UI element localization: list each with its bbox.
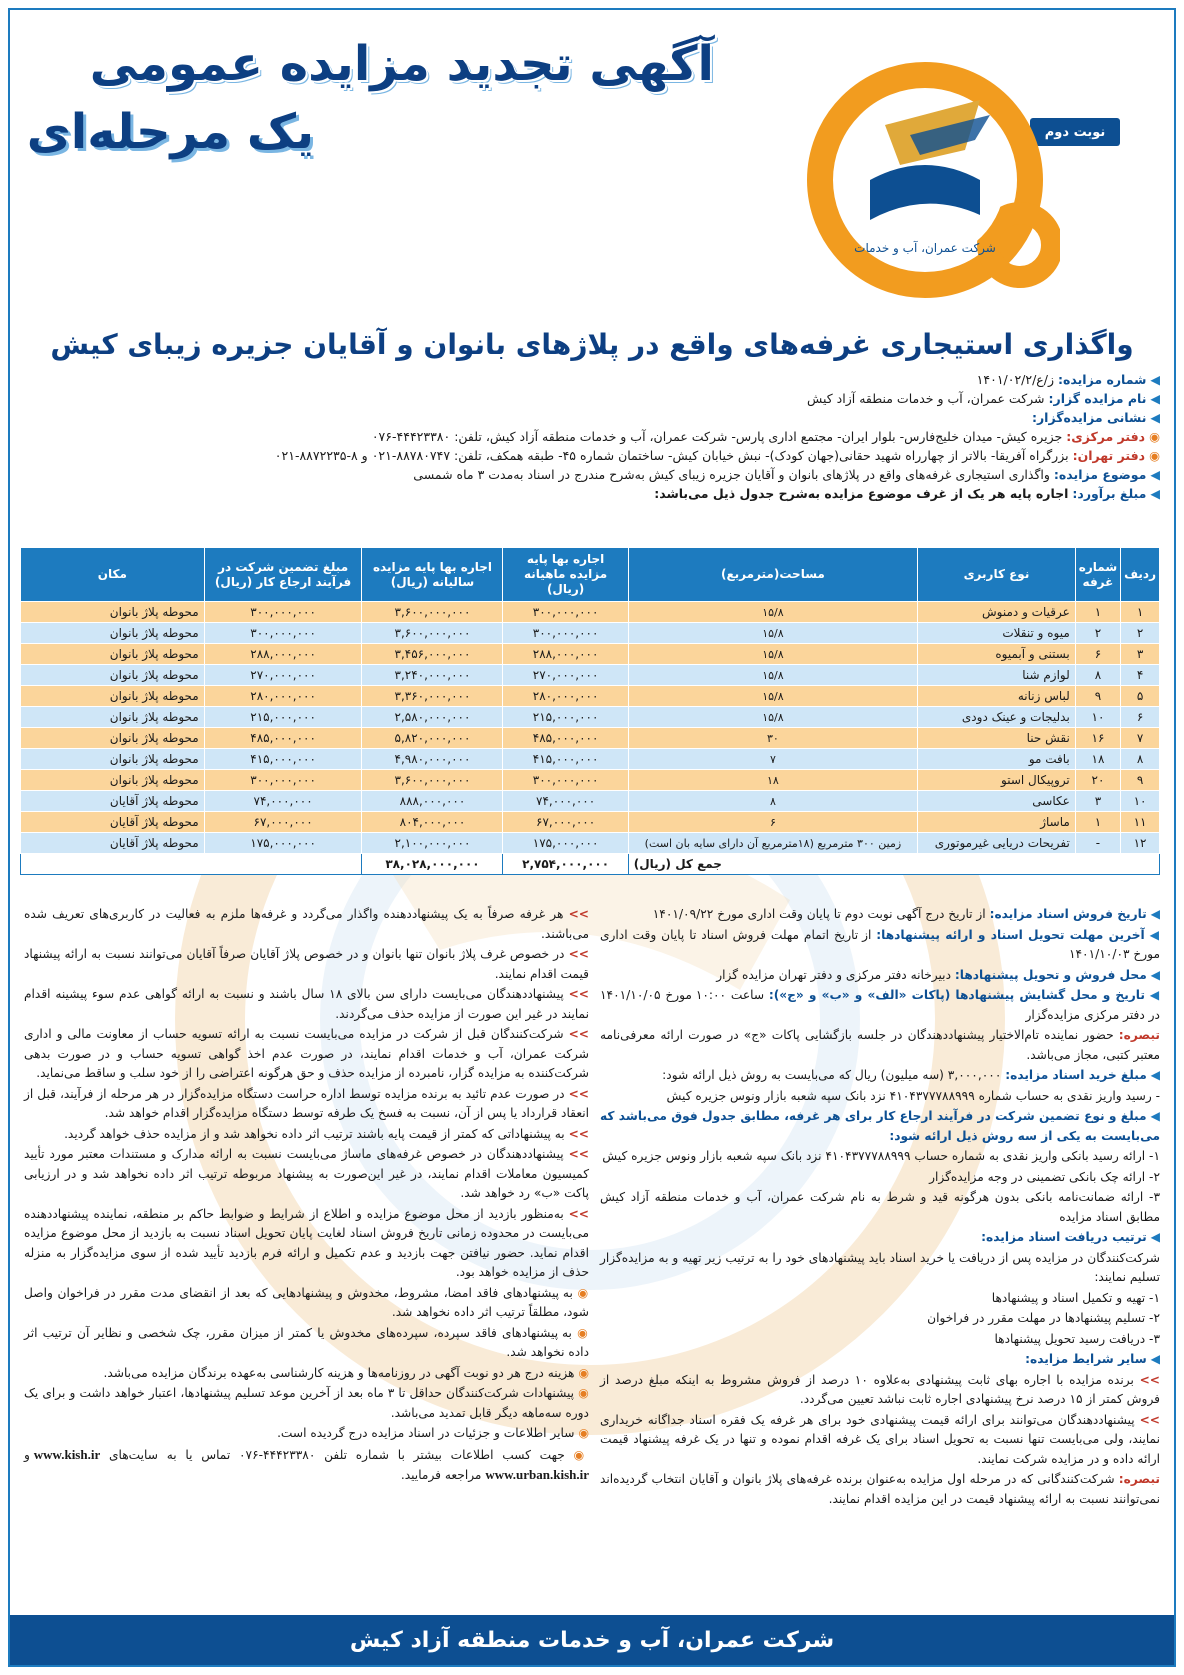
table-cell: ۶ — [1121, 707, 1160, 728]
table-cell: ۷۴,۰۰۰,۰۰۰ — [503, 791, 628, 812]
table-cell: محوطه پلاژ آقایان — [21, 791, 205, 812]
table-cell: ۲۸۸,۰۰۰,۰۰۰ — [204, 644, 362, 665]
step-1: ۱- تهیه و تکمیل اسناد و پیشنهادها — [991, 1290, 1160, 1305]
table-row — [21, 707, 1160, 728]
table-cell: ۶۷,۰۰۰,۰۰۰ — [503, 812, 628, 833]
logo-text: شرکت عمران، آب و خدمات — [854, 241, 996, 255]
table-cell: ۷ — [628, 749, 917, 770]
table-cell: محوطه پلاژ بانوان — [21, 665, 205, 686]
table-cell: - — [1075, 833, 1120, 854]
table-cell: محوطه پلاژ بانوان — [21, 602, 205, 623]
table-cell: ۴۸۵,۰۰۰,۰۰۰ — [503, 728, 628, 749]
arrow-icon: ◀ — [1150, 372, 1160, 387]
table-cell: ۶ — [628, 812, 917, 833]
table-cell: ۳۰ — [628, 728, 917, 749]
table-cell: ۶۷,۰۰۰,۰۰۰ — [204, 812, 362, 833]
table-cell: ۱۵/۸ — [628, 665, 917, 686]
total-annual: ۳۸,۰۲۸,۰۰۰,۰۰۰ — [362, 854, 503, 875]
table-cell: محوطه پلاژ بانوان — [21, 623, 205, 644]
table-row — [21, 665, 1160, 686]
table-cell: محوطه پلاژ بانوان — [21, 728, 205, 749]
table-row — [21, 833, 1160, 854]
table-cell: ۳۰۰,۰۰۰,۰۰۰ — [503, 770, 628, 791]
booths-table — [20, 547, 1160, 875]
condition-item: >> هر غرفه صرفاً به یک پیشنهاددهنده واگذار می‌گردد و غرفه‌ها ملزم به فعالیت در کاربری‌های تعریف شده می‌باشند. — [24, 907, 589, 941]
tehran-office-row: ◉ دفتر تهران: بزرگراه آفریقا- بالاتر از چهارراه شهید حقانی(جهان کودک)- نبش خیابان کیش- ساختمان شماره ۴۵- طبقه همکف، تلفن: ۸۸۷۸۰۷۴۷-۰۲۱ و ۸-۸۸۷۲۲۳۵-۰۲۱ — [274, 448, 1160, 463]
auction-info — [20, 370, 1160, 503]
table-cell: ۲۷۰,۰۰۰,۰۰۰ — [503, 665, 628, 686]
table-cell: ۸۸۸,۰۰۰,۰۰۰ — [362, 791, 503, 812]
table-cell: ۱۵/۸ — [628, 623, 917, 644]
estimate-row: ◀ مبلغ برآورد: اجاره پایه هر یک از غرف موضوع مزایده به‌شرح جدول ذیل می‌باشد: — [654, 486, 1160, 501]
auction-number-row: ◀ شماره مزایده: ز/ع/۱۴۰۱/۰۲/۲ — [976, 372, 1160, 387]
note-2: تبصره: شرکت‌کنندگانی که در مرحله اول مزایده به‌عنوان برنده غرفه‌های پلاژ بانوان و آقایان انتخاب گردیده‌اند نمی‌توانند نسبت به ارائه پیشنهاد قیمت در این مزایده اقدام نمایند. — [600, 1472, 1160, 1506]
table-cell: ۳,۶۰۰,۰۰۰,۰۰۰ — [362, 623, 503, 644]
condition-item: >> پیشنهاددهندگان می‌بایست دارای سن بالای ۱۸ سال باشند و نسبت به ارائه گواهی عدم سوء پیشینه اقدام نمایند در غیر این صورت از مزایده حذف می‌گردند. — [24, 987, 589, 1021]
table-cell: ۳۰۰,۰۰۰,۰۰۰ — [503, 602, 628, 623]
table-cell: زمین ۳۰۰ مترمربع (۱۸مترمربع آن دارای سایه بان است) — [628, 833, 917, 854]
guarantee-1: ۱- ارائه رسید بانکی واریز نقدی به شماره حساب ۴۱۰۴۳۷۷۷۸۸۹۹۹ نزد بانک سپه شعبه بازار ونوس جزیره کیش — [602, 1149, 1160, 1163]
condition-item: >> در صورت عدم تائید به برنده مزایده توسط اداره حراست دستگاه مزایده‌گزار در هر مرحله از فرآیند، قبل از انعقاد قرارداد یا پس از آن، نسبت به فسخ یک طرفه توسط دستگاه مزایده‌گزار اقدام خواهد شد. — [24, 1086, 590, 1120]
table-cell: ۱ — [1075, 602, 1120, 623]
table-cell: ۸ — [1121, 749, 1160, 770]
table-cell: ۴۱۵,۰۰۰,۰۰۰ — [204, 749, 362, 770]
conditions-right-column — [600, 905, 1160, 1510]
table-cell: ۲۷۰,۰۰۰,۰۰۰ — [204, 665, 362, 686]
table-cell: ۱ — [1075, 812, 1120, 833]
guarantee-3: ۳- ارائه ضمانت‌نامه بانکی بدون هرگونه قید و شرط به نام شرکت عمران، آب و خدمات منطقه آزاد کیش مطابق اسناد مزایده — [600, 1190, 1160, 1224]
condition-item: >> شرکت‌کنندگان قبل از شرکت در مزایده می‌بایست نسبت به ارائه تسویه حساب از معاونت مالی و اداری شرکت عمران، آب و خدمات اقدام نمایند، در صورت عدم اخذ گواهی تسویه حساب و در صورت بدهی شرکت‌کننده به مزایده گزار، نامبرده از مزایده حذف و حق هرگونه اعتراضی را از خود سلب و ساقط می‌نماید. — [24, 1027, 589, 1080]
condition-winner: >> برنده مزایده با اجاره بهای ثابت پیشنهادی به‌علاوه ۱۰ درصد از فروش مشروط به اینکه مبلغ درصد از فروش کمتر از ۱۵ درصد نرخ پیشنهادی اجاره ثابت نباشد تعیین می‌گردد. — [600, 1372, 1160, 1406]
table-row — [21, 644, 1160, 665]
table-cell: محوطه پلاژ بانوان — [21, 644, 205, 665]
condition-item: ◉ سایر اطلاعات و جزئیات در اسناد مزایده درج گردیده است. — [277, 1426, 589, 1440]
table-row — [21, 686, 1160, 707]
table-cell: ۳۰۰,۰۰۰,۰۰۰ — [204, 623, 362, 644]
table-cell: عکاسی — [918, 791, 1076, 812]
table-cell: ۴۸۵,۰۰۰,۰۰۰ — [204, 728, 362, 749]
table-cell: ۸۰۴,۰۰۰,۰۰۰ — [362, 812, 503, 833]
table-cell: ۱۲ — [1121, 833, 1160, 854]
table-cell: ۱۷۵,۰۰۰,۰۰۰ — [204, 833, 362, 854]
subject-title: واگذاری استیجاری غرفه‌های واقع در پلاژهای بانوان و آقایان جزیره زیبای کیش — [50, 328, 1134, 361]
table-cell: محوطه پلاژ بانوان — [21, 749, 205, 770]
table-cell: ۳ — [1121, 644, 1160, 665]
title-line-1: آگهی تجدید مزایده عمومی — [89, 36, 714, 92]
table-cell: ۱۵/۸ — [628, 644, 917, 665]
footer-company: شرکت عمران، آب و خدمات منطقه آزاد کیش — [10, 1615, 1174, 1665]
column-header: شماره غرفه — [1075, 548, 1120, 602]
address-row: ◀ نشانی مزایده‌گزار: — [1031, 410, 1160, 425]
step-3: ۳- دریافت رسید تحویل پیشنهادها — [994, 1331, 1160, 1346]
table-cell: ۲,۵۸۰,۰۰۰,۰۰۰ — [362, 707, 503, 728]
table-cell: ۱۱ — [1121, 812, 1160, 833]
table-cell: لباس زنانه — [918, 686, 1076, 707]
table-cell: ۲,۱۰۰,۰۰۰,۰۰۰ — [362, 833, 503, 854]
table-cell: ۴۱۵,۰۰۰,۰۰۰ — [503, 749, 628, 770]
table-cell: ۷۴,۰۰۰,۰۰۰ — [204, 791, 362, 812]
subject-row: ◀ موضوع مزایده: واگذاری استیجاری غرفه‌های واقع در پلاژهای بانوان و آقایان جزیره زیبای کیش به‌شرح مندرج در اسناد به‌مدت ۳ ماه شمسی — [413, 467, 1160, 482]
table-cell: ۱۰ — [1075, 707, 1120, 728]
table-cell: ۲۸۰,۰۰۰,۰۰۰ — [204, 686, 362, 707]
table-row — [21, 749, 1160, 770]
table-cell: ۱۰ — [1121, 791, 1160, 812]
total-monthly: ۲,۷۵۴,۰۰۰,۰۰۰ — [503, 854, 628, 875]
contact-info: ◉ جهت کسب اطلاعات بیشتر با شماره تلفن ۴۴۴۲۳۳۸۰-۰۷۶ تماس یا به سایت‌های www.kish.ir و www.urban.kish.ir مراجعه فرمایید. — [24, 1446, 590, 1482]
table-cell: ۲۱۵,۰۰۰,۰۰۰ — [204, 707, 362, 728]
table-cell: ۱۶ — [1075, 728, 1120, 749]
table-cell: ۲ — [1121, 623, 1160, 644]
table-cell: محوطه پلاژ بانوان — [21, 707, 205, 728]
table-cell: محوطه پلاژ آقایان — [21, 812, 205, 833]
table-row — [21, 602, 1160, 623]
table-cell: ۱۵/۸ — [628, 686, 917, 707]
table-row — [21, 791, 1160, 812]
table-cell: نقش حنا — [918, 728, 1076, 749]
arrow-icon: ◀ — [1150, 391, 1160, 406]
step-2: ۲- تسلیم پیشنهادها در مهلت مقرر در فراخوان — [927, 1311, 1160, 1325]
condition-multi: >> پیشنهاددهندگان می‌توانند برای ارائه قیمت پیشنهادی خود برای هر غرفه یک فقره اسناد جداگانه خریداری نمایند، ولی می‌بایست تنها نسبت به تحویل اسناد برای یک غرفه اقدام نموده و تنها در یک غرفه پیشنهاد قیمت ارائه داده و در مزایده شرکت نمایند. — [600, 1412, 1160, 1466]
note-1: تبصره: حضور نماینده تام‌الاختیار پیشنهاددهندگان در جلسه بازگشایی پاکات «ج» در صورت ارائه معرفی‌نامه معتبر کتبی، مجاز می‌باشد. — [600, 1028, 1160, 1062]
column-header: مبلغ تضمین شرکت در فرآیند ارجاع کار (ریال) — [204, 548, 362, 602]
table-cell: ۱۸ — [628, 770, 917, 791]
document-price: ◀ مبلغ خرید اسناد مزایده: ۳,۰۰۰,۰۰۰ (سه میلیون) ریال که می‌بایست به روش ذیل ارائه شود: — [662, 1068, 1160, 1082]
arrow-icon: ◀ — [1150, 410, 1160, 425]
table-cell: ۵,۸۲۰,۰۰۰,۰۰۰ — [362, 728, 503, 749]
table-cell: ۲۰ — [1075, 770, 1120, 791]
table-cell: ۳۰۰,۰۰۰,۰۰۰ — [204, 770, 362, 791]
condition-item: ◉ پیشنهادات شرکت‌کنندگان حداقل تا ۳ ماه بعد از آخرین موعد تسلیم پیشنهادها، اعتبار خواهد داشت و برای یک دوره سه‌ماهه دیگر قابل تمدید می‌باشد. — [24, 1386, 589, 1420]
condition-item: ◉ به پیشنهادهای فاقد امضا، مشروط، مخدوش و پیشنهادهایی که بعد از انقضای مدت مقرر در فراخوان واصل شود، مطلقاً ترتیب اثر داده نخواهد شد. — [24, 1285, 589, 1319]
table-cell: ۲ — [1075, 623, 1120, 644]
table-cell: ۱۵/۸ — [628, 602, 917, 623]
table-cell: ۹ — [1121, 770, 1160, 791]
table-cell: ۳,۶۰۰,۰۰۰,۰۰۰ — [362, 602, 503, 623]
table-cell: ماساژ — [918, 812, 1076, 833]
table-cell: ۱۸ — [1075, 749, 1120, 770]
table-cell: ۵ — [1121, 686, 1160, 707]
table-cell: ۳,۶۰۰,۰۰۰,۰۰۰ — [362, 770, 503, 791]
payment-method: - رسید واریز نقدی به حساب شماره ۴۱۰۴۳۷۷۷۸۸۹۹۹ نزد بانک سپه شعبه بازار ونوس جزیره کیش — [666, 1088, 1160, 1103]
table-cell: ۷ — [1121, 728, 1160, 749]
condition-item: >> پیشنهاددهندگان در خصوص غرفه‌های ماساژ می‌بایست نسبت به ارائه مدارک و مستندات معتبر مورد تأیید کمیسیون معاملات اقدام نمایند، در غیر این‌صورت به پیشنهاد مربوطه ترتیب اثر داده نخواهد شد و در ارزیابی پاکت «ب» رد خواهد شد. — [24, 1147, 589, 1200]
table-cell: ۸ — [628, 791, 917, 812]
table-cell: ۴ — [1121, 665, 1160, 686]
table-cell: محوطه پلاژ بانوان — [21, 770, 205, 791]
title-line-2: یک مرحله‌ای — [26, 104, 314, 160]
column-header: اجاره بها پایه مزایده ماهیانه (ریال) — [503, 548, 628, 602]
arrow-icon: ◀ — [1150, 467, 1160, 482]
table-row — [21, 770, 1160, 791]
central-office-row: ◉ دفتر مرکزی: جزیره کیش- میدان خلیج‌فارس- بلوار ایران- مجتمع اداری پارس- شرکت عمران، آب و خدمات منطقه آزاد کیش، تلفن: ۴۴۴۲۳۳۸۰-۰۷۶ — [371, 429, 1160, 444]
table-cell: ۳,۴۵۶,۰۰۰,۰۰۰ — [362, 644, 503, 665]
table-cell: محوطه پلاژ بانوان — [21, 686, 205, 707]
table-cell: ۳,۲۴۰,۰۰۰,۰۰۰ — [362, 665, 503, 686]
opening-date: ◀ تاریخ و محل گشایش پیشنهادها (پاکات «الف» و «ب» و «ج»): ساعت ۱۰:۰۰ مورخ ۱۴۰۱/۱۰/۰۵ در دفتر مرکزی مزایده‌گزار — [600, 988, 1161, 1022]
sale-date: ◀ تاریخ فروش اسناد مزایده: از تاریخ درج آگهی نوبت دوم تا پایان وقت اداری مورخ ۱۴۰۱/۰۹/۲۲ — [652, 907, 1160, 921]
receipt-order-title: ◀ ترتیب دریافت اسناد مزایده: — [981, 1230, 1160, 1244]
table-cell: بدلیجات و عینک دودی — [918, 707, 1076, 728]
total-row — [21, 854, 1160, 875]
table-cell: ۹ — [1075, 686, 1120, 707]
company-logo-icon — [750, 30, 1060, 310]
table-cell: لوازم شنا — [918, 665, 1076, 686]
table-cell: ۶ — [1075, 644, 1120, 665]
table-cell: ۱۷۵,۰۰۰,۰۰۰ — [503, 833, 628, 854]
table-cell: ۲۱۵,۰۰۰,۰۰۰ — [503, 707, 628, 728]
condition-item: >> در خصوص غرف پلاژ بانوان تنها بانوان و در خصوص پلاژ آقایان صرفاً آقایان می‌توانند نسبت به ارائه پیشنهاد قیمت اقدام نمایند. — [24, 947, 589, 981]
table-cell: عرقیات و دمنوش — [918, 602, 1076, 623]
header — [10, 10, 1174, 315]
other-conditions-title: ◀ سایر شرایط مزایده: — [1025, 1352, 1160, 1366]
total-label: جمع کل (ریال) — [628, 854, 1159, 875]
table-row — [21, 728, 1160, 749]
table-cell: ۱۵/۸ — [628, 707, 917, 728]
table-cell: ۳۰۰,۰۰۰,۰۰۰ — [503, 623, 628, 644]
column-header: نوع کاربری — [918, 548, 1076, 602]
table-cell: ۲۸۸,۰۰۰,۰۰۰ — [503, 644, 628, 665]
advertisement-page — [8, 8, 1176, 1667]
column-header: ردیف — [1121, 548, 1160, 602]
sale-location: ◀ محل فروش و تحویل پیشنهادها: دبیرخانه دفتر مرکزی و دفتر تهران مزایده گزار — [716, 967, 1160, 982]
table-cell: بافت مو — [918, 749, 1076, 770]
guarantee-2: ۲- ارائه چک بانکی تضمینی در وجه مزایده‌گزار — [929, 1169, 1160, 1184]
table-row — [21, 812, 1160, 833]
conditions-left-column — [24, 905, 589, 1487]
column-header: مساحت(مترمربع) — [628, 548, 917, 602]
table-cell: ۲۸۰,۰۰۰,۰۰۰ — [503, 686, 628, 707]
table-row — [21, 623, 1160, 644]
column-header: مکان — [21, 548, 205, 602]
urban-website-link[interactable]: www.urban.kish.ir — [485, 1467, 589, 1482]
condition-item: >> به‌منظور بازدید از محل موضوع مزایده و اطلاع از شرایط و ضوابط حاکم بر منطقه، نماینده پیشنهاددهنده می‌بایست در محدوده زمانی تاریخ فروش اسناد لغایت پایان تحویل اسناد نسبت به بازدید از محل موضوع مزایده اقدام نماید. حضور نیافتن جهت بازدید و عدم تکمیل و ارائه فرم بازدید تأیید شده از سوی مزایده‌گزار به منزله حذف از مزایده خواهد بود. — [24, 1206, 590, 1279]
table-cell: بستنی و آبمیوه — [918, 644, 1076, 665]
bullet-icon: ◉ — [1149, 429, 1160, 444]
table-cell: محوطه پلاژ آقایان — [21, 833, 205, 854]
column-header: اجاره بها پایه مزایده سالیانه (ریال) — [362, 548, 503, 602]
condition-item: >> به پیشنهاداتی که کمتر از قیمت پایه باشند ترتیب اثر داده نخواهد شد و از مزایده حذف خواهد گردید. — [64, 1126, 589, 1141]
table-cell: ۳,۳۶۰,۰۰۰,۰۰۰ — [362, 686, 503, 707]
table-cell: ۴,۹۸۰,۰۰۰,۰۰۰ — [362, 749, 503, 770]
deadline: ◀ آخرین مهلت تحویل اسناد و ارائه پیشنهادها: از تاریخ اتمام مهلت فروش اسناد تا پایان وقت اداری مورخ ۱۴۰۱/۱۰/۰۳ — [600, 927, 1161, 961]
table-cell: ۱ — [1121, 602, 1160, 623]
kish-website-link[interactable]: www.kish.ir — [33, 1446, 101, 1462]
table-cell: تروپیکال استو — [918, 770, 1076, 791]
table-cell: تفریحات دریایی غیرموتوری — [918, 833, 1076, 854]
guarantee: ◀ مبلغ و نوع تضمین شرکت در فرآیند ارجاع کار برای هر غرفه، مطابق جدول فوق می‌باشد که می‌بایست به یکی از سه روش ذیل ارائه شود: — [600, 1109, 1161, 1143]
organizer-row: ◀ نام مزایده گزار: شرکت عمران، آب و خدمات منطقه آزاد کیش — [807, 391, 1160, 406]
table-cell: میوه و تنقلات — [918, 623, 1076, 644]
receipt-order: شرکت‌کنندگان در مزایده پس از دریافت یا خرید اسناد باید پیشنهادهای خود را به ترتیب زیر تهیه و به مزایده‌گزار تسلیم نمایند: — [600, 1250, 1160, 1284]
table-cell: ۳ — [1075, 791, 1120, 812]
arrow-icon: ◀ — [1150, 486, 1160, 501]
table-header-row — [21, 548, 1160, 602]
condition-item: ◉ هزینه درج هر دو نوبت آگهی در روزنامه‌ها و هزینه کارشناسی به‌عهده برندگان مزایده می‌باشد. — [103, 1365, 589, 1380]
total-empty — [21, 854, 362, 875]
table-cell: ۳۰۰,۰۰۰,۰۰۰ — [204, 602, 362, 623]
round-badge: نوبت دوم — [1030, 118, 1120, 146]
table-cell: ۸ — [1075, 665, 1120, 686]
bullet-icon: ◉ — [1149, 448, 1160, 463]
condition-item: ◉ به پیشنهادهای فاقد سپرده، سپرده‌های مخدوش یا کمتر از میزان مقرر، چک شخصی و نظایر آن ترتیب اثر داده نخواهد شد. — [24, 1325, 590, 1359]
